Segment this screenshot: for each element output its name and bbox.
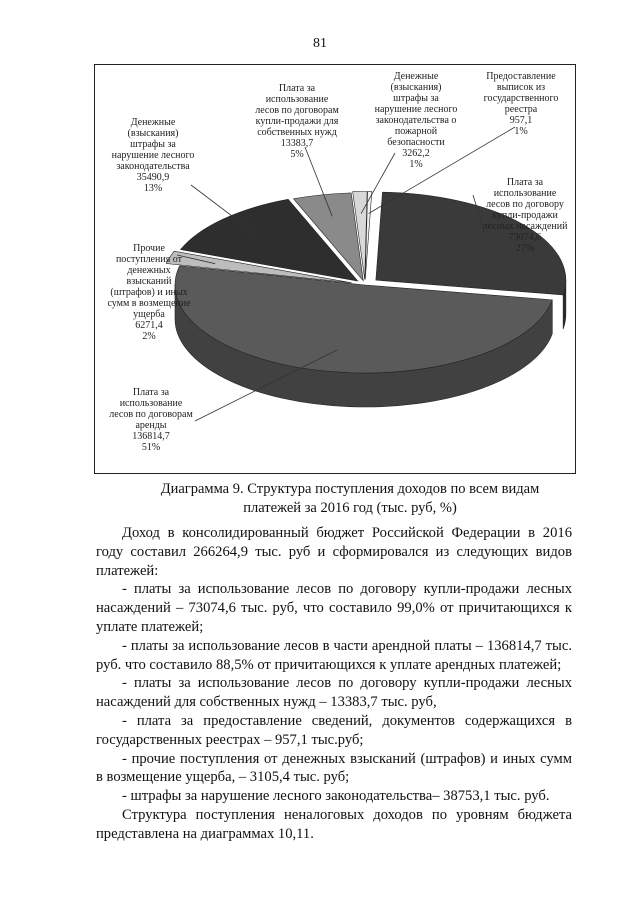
body-text — [96, 524, 572, 844]
slice-value: 35490,9 — [136, 172, 170, 183]
slice-percent: 13% — [143, 183, 163, 194]
slice-label-fire-fines: Денежные (взыскания) штрафы за нарушение лесного законодательства о пожарной безопасности 3262,2 1% — [365, 71, 467, 170]
slice-percent: 1% — [514, 126, 528, 137]
slice-percent: 27% — [515, 243, 535, 254]
paragraph: Структура поступления неналоговых доходов по уровням бюджета представлена на диаграммах 10,11. — [96, 806, 572, 842]
slice-percent: 5% — [290, 149, 304, 160]
slice-label-own-needs: Плата за использование лесов по договорам купли-продажи для собственных нужд 13383,7 5% — [245, 83, 349, 160]
page-number: 81 — [313, 36, 327, 51]
pie-chart — [94, 64, 576, 474]
slice-value: 73074,6 — [508, 232, 542, 243]
slice-percent: 1% — [409, 159, 423, 170]
caption-line: Диаграмма 9. Структура поступления доходов по всем видам — [160, 481, 540, 497]
slice-label-lease: Плата за использование лесов по договорам аренды 136814,7 51% — [99, 387, 203, 453]
slice-value: 6271,4 — [135, 320, 163, 331]
slice-label-other-fines: Прочие поступления от денежных взысканий (штрафов) и иных сумм в возмещение ущерба 6271,4 2% — [97, 243, 201, 342]
paragraph: Доход в консолидированный бюджет Российской Федерации в 2016 году составил 266264,9 тыс. руб и сформировался из следующих видов платежей: — [96, 525, 572, 579]
slice-label-forest-fines: Денежные (взыскания) штрафы за нарушение лесного законодательства 35490,9 13% — [101, 117, 205, 194]
slice-label-registry-extracts: Предоставление выписок из государственного реестра 957,1 1% — [469, 71, 573, 137]
slice-value: 13383,7 — [280, 138, 314, 149]
paragraph: - платы за использование лесов по договору купли-продажи лесных насаждений – 73074,6 тыс. руб, что составило 99,0% от причитающихся к уплате платежей; — [96, 581, 572, 635]
chart-caption — [100, 480, 600, 518]
paragraph: - штрафы за нарушение лесного законодательства– 38753,1 тыс. руб. — [122, 788, 550, 805]
slice-value: 3262,2 — [402, 148, 430, 159]
slice-percent: 2% — [142, 331, 156, 342]
slice-value: 136814,7 — [132, 431, 170, 442]
paragraph: - прочие поступления от денежных взысканий (штрафов) и иных сумм в возмещение ущерба, – 3105,4 тыс. руб; — [96, 750, 572, 786]
slice-label-purchase-sale: Плата за использование лесов по договору купли-продажи лесных насаждений 73074,6 27% — [473, 177, 577, 254]
paragraph: - плата за предоставление сведений, документов содержащихся в государственных реестрах – 957,1 тыс.руб; — [96, 712, 572, 748]
caption-line: платежей за 2016 год (тыс. руб, %) — [243, 500, 457, 516]
slice-value: 957,1 — [509, 115, 533, 126]
paragraph: - платы за использование лесов в части арендной платы – 136814,7 тыс. руб. что составило 88,5% от причитающихся к уплате арендных платежей; — [96, 637, 572, 673]
slice-percent: 51% — [141, 442, 161, 453]
paragraph: - платы за использование лесов по договору купли-продажи лесных насаждений для собственных нужд – 13383,7 тыс. руб, — [96, 675, 572, 711]
